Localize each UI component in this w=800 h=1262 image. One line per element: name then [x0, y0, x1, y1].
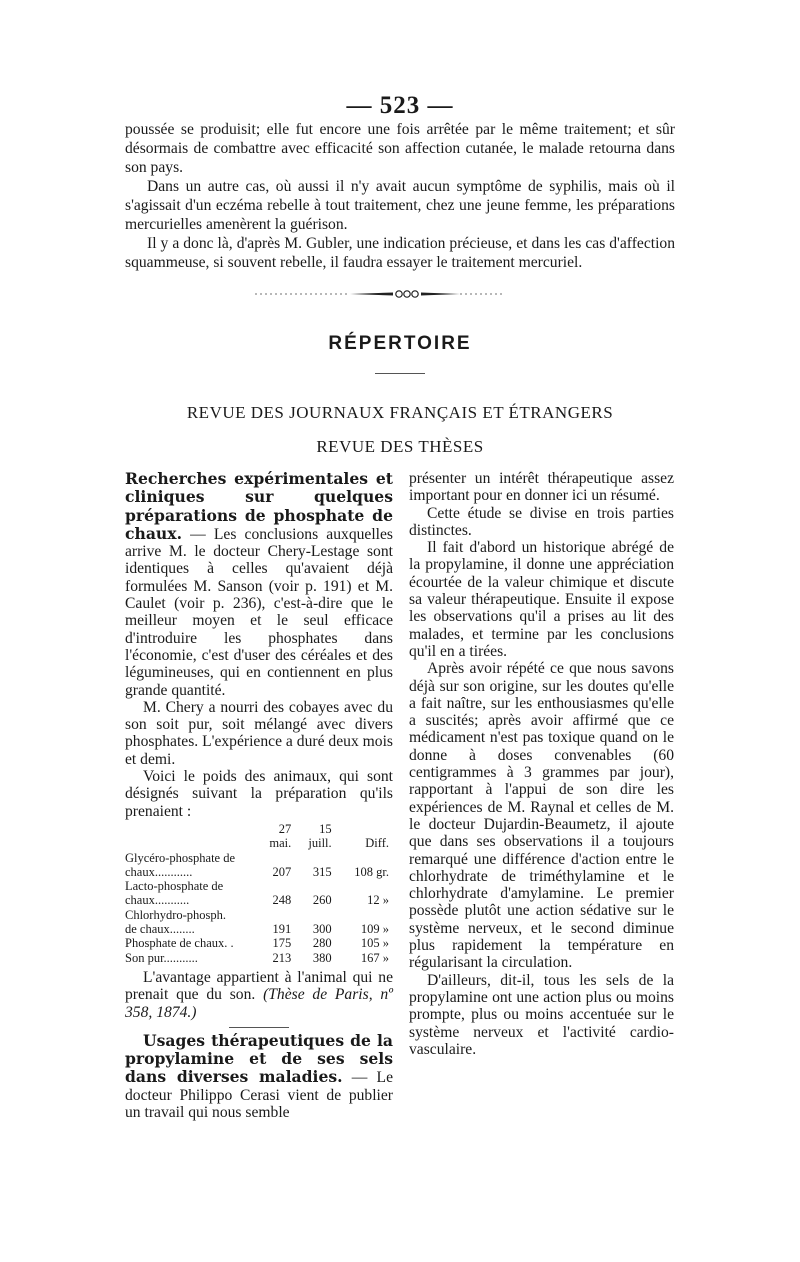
paragraph: Dans un autre cas, où aussi il n'y avait aucun symptôme de syphilis, mais où il s'agissait d'un eczéma rebelle à tout traitement, chez une jeune femme, les préparations mercurielles amenèrent la guérison.	[125, 178, 675, 233]
table-row: Son pur........... 213 380 167 »	[125, 950, 389, 965]
section-title: RÉPERTOIRE	[328, 333, 472, 354]
section-heading: REVUE DES JOURNAUX FRANÇAIS ET ÉTRANGERS	[186, 403, 614, 422]
citation: (Thèse de Paris, nº 358, 1874.)	[125, 986, 393, 1021]
article-text: — Le docteur Philippo Cerasi vient de publier un travail qui nous semble	[125, 1069, 394, 1121]
table-row: Chlorhydro-phosph. de chaux........ 191 300 109 »	[125, 907, 389, 937]
article-text: — Les conclusions auxquelles arrive M. le docteur Chery-Lestage sont identiques à celles qu'avaient déjà formulées M. Sanson (voir p. 191) et M. Caulet (voir p. 236), c'est-à-dire que le meilleur moyen et le seul efficace d'introduire les phosphates dans l'économie, c'est d'user des céréales et des légumineuses, qui en contiennent en plus grande quantité.	[125, 525, 393, 699]
paragraph: L'avantage appartient à l'animal qui ne prenait que du son. (Thèse de Paris, nº 358, 1874.)	[125, 968, 393, 1021]
paragraph: M. Chery a nourri des cobayes avec du son soit pur, soit mélangé avec divers phosphates. L'expérience a duré deux mois et demi.	[125, 698, 393, 768]
paragraph: Il fait d'abord un historique abrégé de la propylamine, il donne une appréciation écourtée de la valeur chimique et discute sa valeur thérapeutique. Ensuite il expose les observations qu'il a prises au lit des malades, et termine par les conclusions qu'il en a tirées.	[409, 539, 674, 660]
left-column	[125, 470, 393, 1121]
col-header: Diff.	[365, 836, 389, 851]
paragraph: Voici le poids des animaux, qui sont désignés suivant la préparation qu'ils prenaient :	[125, 768, 393, 820]
subsection-heading: REVUE DES THÈSES	[316, 437, 484, 456]
right-column	[409, 470, 674, 1058]
table-row: Phosphate de chaux. . 175 280 105 »	[125, 936, 389, 951]
ornamental-divider	[255, 288, 505, 300]
paragraph: présenter un intérêt thérapeutique assez important pour en donner ici un résumé.	[409, 470, 674, 505]
continued-text	[125, 120, 675, 272]
article-title: Usages thérapeutiques de la propylamine et de ses sels dans diverses maladies.	[125, 1030, 393, 1087]
table-row: Glycéro-phosphate de chaux............ 207 315 108 gr.	[125, 850, 389, 879]
paragraph: poussée se produisit; elle fut encore une fois arrêtée par le même traitement; et sûr désormais de combattre avec efficacité son affection cutanée, le malade retourna dans son pays.	[125, 121, 675, 176]
article-intro	[125, 1032, 393, 1121]
divider	[375, 373, 425, 374]
paragraph: D'ailleurs, dit-il, tous les sels de la propylamine ont une action plus ou moins prompte, plus ou moins accentuée sur le système nerveux et l'activité cardio-vasculaire.	[409, 971, 674, 1058]
weights-table	[125, 822, 393, 965]
table-header-row	[125, 822, 393, 851]
paragraph: Il y a donc là, d'après M. Gubler, une indication précieuse, et dans les cas d'affection squammeuse, si souvent rebelle, il faudra essayer le traitement mercuriel.	[125, 235, 675, 271]
article-title: Recherches expérimentales et cliniques sur quelques préparations de phosphate de chaux.	[125, 469, 393, 543]
article-intro	[125, 470, 393, 699]
col-header: 27 mai.	[269, 821, 292, 851]
page-number: — 523 —	[346, 92, 454, 119]
paragraph: Cette étude se divise en trois parties distinctes.	[409, 504, 674, 539]
divider	[229, 1027, 289, 1028]
col-header: 15 juill.	[308, 821, 332, 851]
paragraph: Après avoir répété ce que nous savons déjà sur son origine, sur les doutes qu'elle a fait naître, sur les enthousiasmes qu'elle a suscités; après avoir affirmé que ce médicament n'est pas toxique quand on le donne à doses convenables (60 centigrammes à 3 grammes par jour), rapportant à l'appui de son dire les expériences de M. Raynal et celles de M. le docteur Dujardin-Beaumetz, il ajoute que dans ses observations il a toujours remarqué une différence d'action entre le chlorhydrate de triméthylamine et le chlorhydrate d'amylamine. Le premier possède plutôt une action sédative sur le système nerveux, et le second diminue plus rapidement la température en régularisant la circulation.	[409, 660, 674, 972]
table-row: Lacto-phosphate de chaux........... 248 260 12 »	[125, 879, 389, 908]
